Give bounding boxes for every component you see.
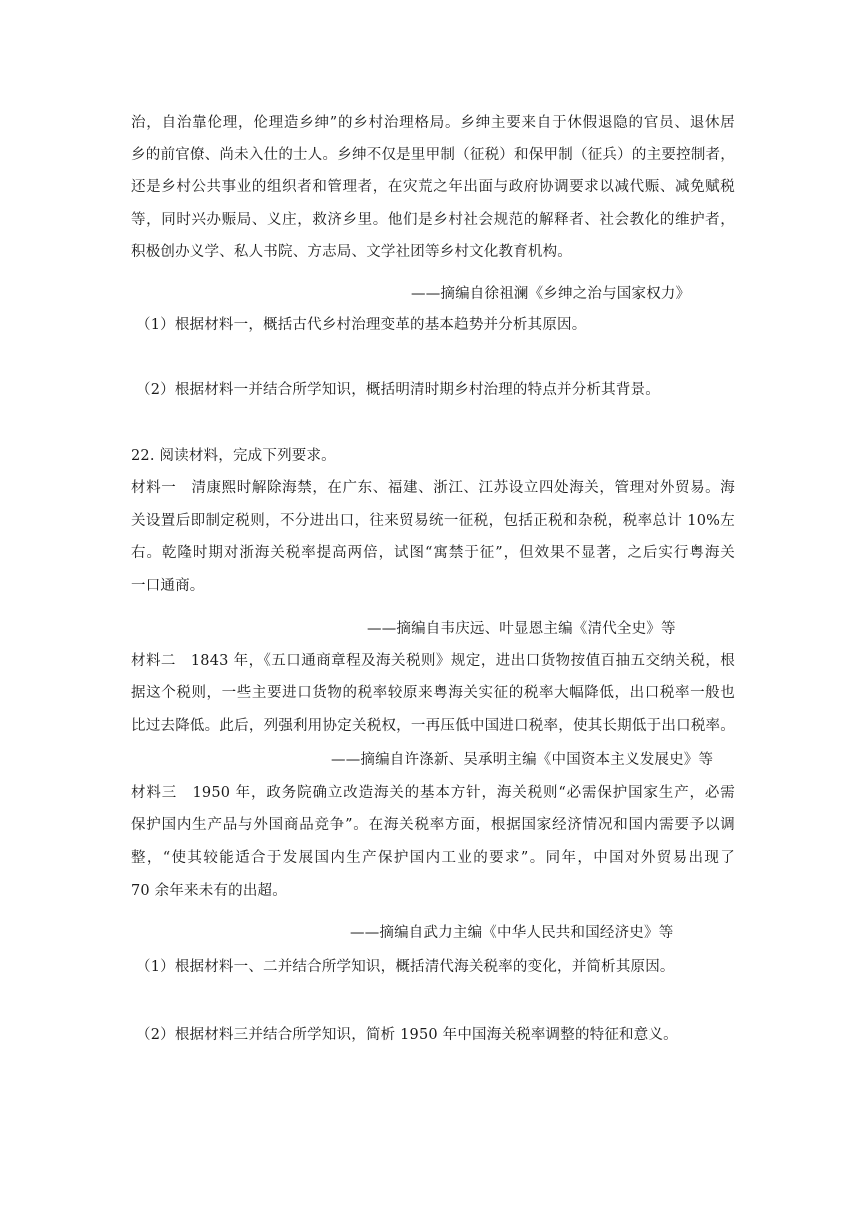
- material-1-line: 一口通商。: [131, 578, 205, 594]
- material-3-line: 材料三 1950 年，政务院确立改造海关的基本方针，海关税则“必需保护国家生产，必需: [131, 785, 735, 801]
- q22-header: 22. 阅读材料，完成下列要求。: [131, 448, 336, 464]
- material-2-line: 据这个税则，一些主要进口货物的税率较原来粤海关实征的税率大幅降低，出口税率一般也: [131, 685, 735, 701]
- q21-subquestion-2: （2）根据材料一并结合所学知识，概括明清时期乡村治理的特点并分析其背景。: [136, 382, 660, 398]
- material-1-line: 材料一 清康熙时解除海禁，在广东、福建、浙江、江苏设立四处海关，管理对外贸易。海: [131, 480, 735, 496]
- material-2-source: ——摘编自许涤新、吴承明主编《中国资本主义发展史》等: [331, 752, 714, 768]
- passage-line: 治，自治靠伦理，伦理造乡绅”的乡村治理格局。乡绅主要来自于休假退隐的官员、退休居: [131, 115, 735, 131]
- material-2-line: 比过去降低。此后，列强利用协定关税权，一再压低中国进口税率，使其长期低于出口税率。: [131, 718, 735, 734]
- passage-line: 等，同时兴办赈局、义庄，救济乡里。他们是乡村社会规范的解释者、社会教化的维护者，: [131, 212, 735, 228]
- material-1-line: 右。乾隆时期对浙海关税率提高两倍，试图“寓禁于征”，但效果不显著，之后实行粤海关: [131, 545, 735, 561]
- q22-subquestion-2: （2）根据材料三并结合所学知识，简析 1950 年中国海关税率调整的特征和意义。: [136, 1027, 678, 1043]
- material-3-line: 保护国内生产品与外国商品竞争”。在海关税率方面，根据国家经济情况和国内需要予以调: [131, 817, 735, 833]
- passage-line: 乡的前官僚、尚未入仕的士人。乡绅不仅是里甲制（征税）和保甲制（征兵）的主要控制者，: [131, 147, 735, 163]
- passage-line: 积极创办义学、私人书院、方志局、文学社团等乡村文化教育机构。: [131, 244, 572, 260]
- passage-source: ——摘编自徐祖澜《乡绅之治与国家权力》: [411, 286, 691, 302]
- material-3-source: ——摘编自武力主编《中华人民共和国经济史》等: [350, 925, 674, 941]
- passage-line: 还是乡村公共事业的组织者和管理者，在灾荒之年出面与政府协调要求以减代赈、减免赋税: [131, 179, 735, 195]
- q21-subquestion-1: （1）根据材料一，概括古代乡村治理变革的基本趋势并分析其原因。: [136, 317, 587, 333]
- q22-subquestion-1: （1）根据材料一、二并结合所学知识，概括清代海关税率的变化，并简析其原因。: [136, 959, 675, 975]
- material-3-line: 70 余年来未有的出超。: [131, 883, 287, 899]
- material-1-source: ——摘编自韦庆远、叶显恩主编《清代全史》等: [367, 621, 676, 637]
- material-3-line: 整，“使其较能适合于发展国内生产保护国内工业的要求”。同年，中国对外贸易出现了: [131, 850, 735, 866]
- material-1-line: 关设置后即制定税则，不分进出口，往来贸易统一征税，包括正税和杂税，税率总计 10%左: [131, 513, 735, 529]
- material-2-line: 材料二 1843 年，《五口通商章程及海关税则》规定，进出口货物按值百抽五交纳关税，根: [131, 653, 735, 669]
